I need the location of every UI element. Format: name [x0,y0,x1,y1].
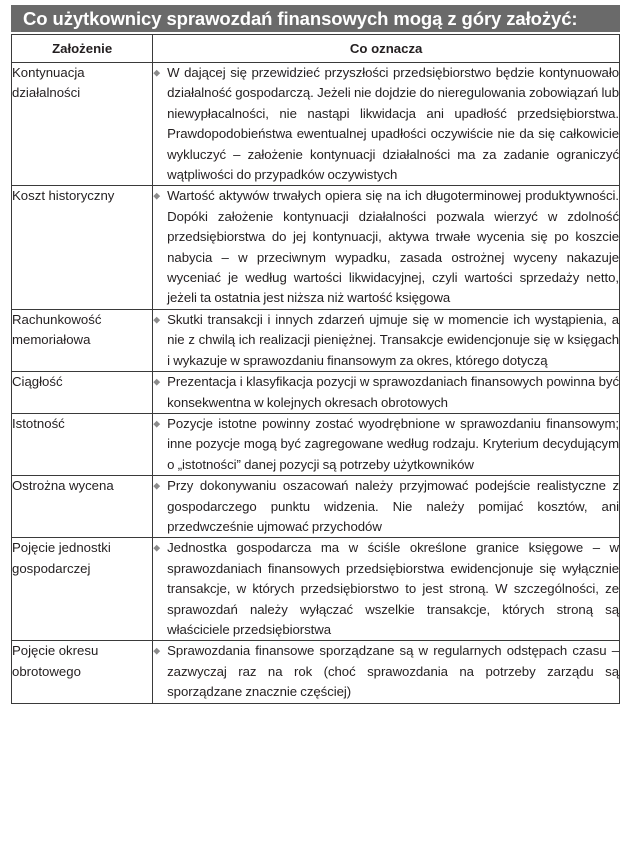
row-term: Koszt historyczny [12,186,153,309]
table-body [12,63,620,704]
table-header-row [12,35,620,63]
table-row [12,309,620,371]
diamond-bullet-icon: ◆ [153,645,161,656]
diamond-bullet-icon: ◆ [153,376,161,387]
row-meaning-text: Skutki transakcji i innych zdarzeń ujmuje się w momencie ich wystąpienia, a nie z chwilą ich realizacji pieniężnej. Transakcje ewidencjonuje się w księgach i wykazuje w sprawozdaniu finansowym za okres, którego dotyczą [167,311,619,368]
row-meaning-cell [153,476,620,538]
row-meaning-text: Jednostka gospodarcza ma w ściśle określone granice księgowe – w sprawozdaniach finansowych przedsiębiorstwa ewidencjonuje się wyłącznie transakcje, w których przedsiębiorstwo to jest stroną. W szczególności, ze sprawozdań należy wyłączać wszelkie transakcje, których stroną są właściciele przedsiębiorstwa [167,540,619,637]
column-header-meaning: Co oznacza [153,35,620,63]
row-meaning-text: Prezentacja i klasyfikacja pozycji w sprawozdaniach finansowych powinna być konsekwentna w kolejnych okresach obrotowych [167,374,619,410]
diamond-bullet-icon: ◆ [153,190,161,201]
row-meaning-cell [153,538,620,641]
diamond-bullet-icon: ◆ [153,67,161,78]
row-meaning-cell [153,309,620,371]
bullet-row [153,538,619,640]
table-row [12,372,620,414]
diamond-bullet-icon: ◆ [153,314,161,325]
table-row [12,476,620,538]
row-meaning-cell [153,186,620,309]
row-meaning-text: Wartość aktywów trwałych opiera się na ich długoterminowej produktywności. Dopóki założenie kontynuacji działalności pozwala wierzyć w zdolność przedsiębiorstwa do jej kontynuacji, aktywa trwałe wycenia się po koszcie nabycia – w przeciwnym wypadku, zasada ostrożnej wyceny nakazuje wyceniać je według wartości likwidacyjnej, czyli wartości sprzedaży netto, jeżeli ta ostatnia jest niższa niż wartość księgowa [167,188,619,306]
page-title: Co użytkownicy sprawozdań finansowych mogą z góry założyć: [11,5,620,32]
column-header-assumption: Założenie [12,35,153,63]
bullet-row [153,310,619,371]
row-meaning-text: W dającej się przewidzieć przyszłości przedsiębiorstwo będzie kontynuowało działalność gospodarczą. Jeżeli nie dojdzie do nieregulowania zobowiązań lub niewypłacalności, nie nastąpi likwidacja ani upadłość przedsiębiorstwa. Prawdopodobieństwa ewentualnej upadłości oczywiście nie da się całkowicie wykluczyć – założenie kontynuacji działalności ma za zadanie ograniczyć wątpliwości do przypadków oczywistych [167,65,619,183]
diamond-bullet-icon: ◆ [153,542,161,553]
diamond-bullet-icon: ◆ [153,480,161,491]
row-meaning-cell [153,641,620,703]
table-row [12,641,620,703]
row-term: Pojęcie okresu obrotowego [12,641,153,703]
bullet-row [153,641,619,702]
bullet-row [153,414,619,475]
row-term: Ostrożna wycena [12,476,153,538]
bullet-row [153,63,619,185]
table-header [12,35,620,63]
row-meaning-text: Sprawozdania finansowe sporządzane są w regularnych odstępach czasu – zazwyczaj raz na rok (choć sprawozdania na potrzeby zarządu są sporządzane znacznie częściej) [167,643,619,700]
row-meaning-text: Przy dokonywaniu oszacowań należy przyjmować podejście realistyczne z gospodarczego punktu widzenia. Nie należy pomijać kosztów, ani przedwcześnie ujmować przychodów [167,478,619,534]
bullet-row [153,476,619,537]
row-term: Pojęcie jednostki gospodarczej [12,538,153,641]
table-row [12,413,620,475]
bullet-row [153,186,619,308]
row-meaning-text: Pozycje istotne powinny zostać wyodrębnione w sprawozdaniu finansowym; inne pozycje mogą być zagregowane według rodzaju. Kryterium decydującym o „istotności” danej pozycji są potrzeby użytkowników [167,415,619,472]
table-row [12,186,620,309]
diamond-bullet-icon: ◆ [153,418,161,429]
assumptions-table [11,34,620,704]
table-row [12,63,620,186]
row-term: Rachunkowość memoriałowa [12,309,153,371]
row-meaning-cell [153,63,620,186]
row-term: Kontynuacja działalności [12,63,153,186]
row-meaning-cell [153,413,620,475]
bullet-row [153,372,619,413]
row-meaning-cell [153,372,620,414]
row-term: Istotność [12,413,153,475]
row-term: Ciągłość [12,372,153,414]
table-row [12,538,620,641]
